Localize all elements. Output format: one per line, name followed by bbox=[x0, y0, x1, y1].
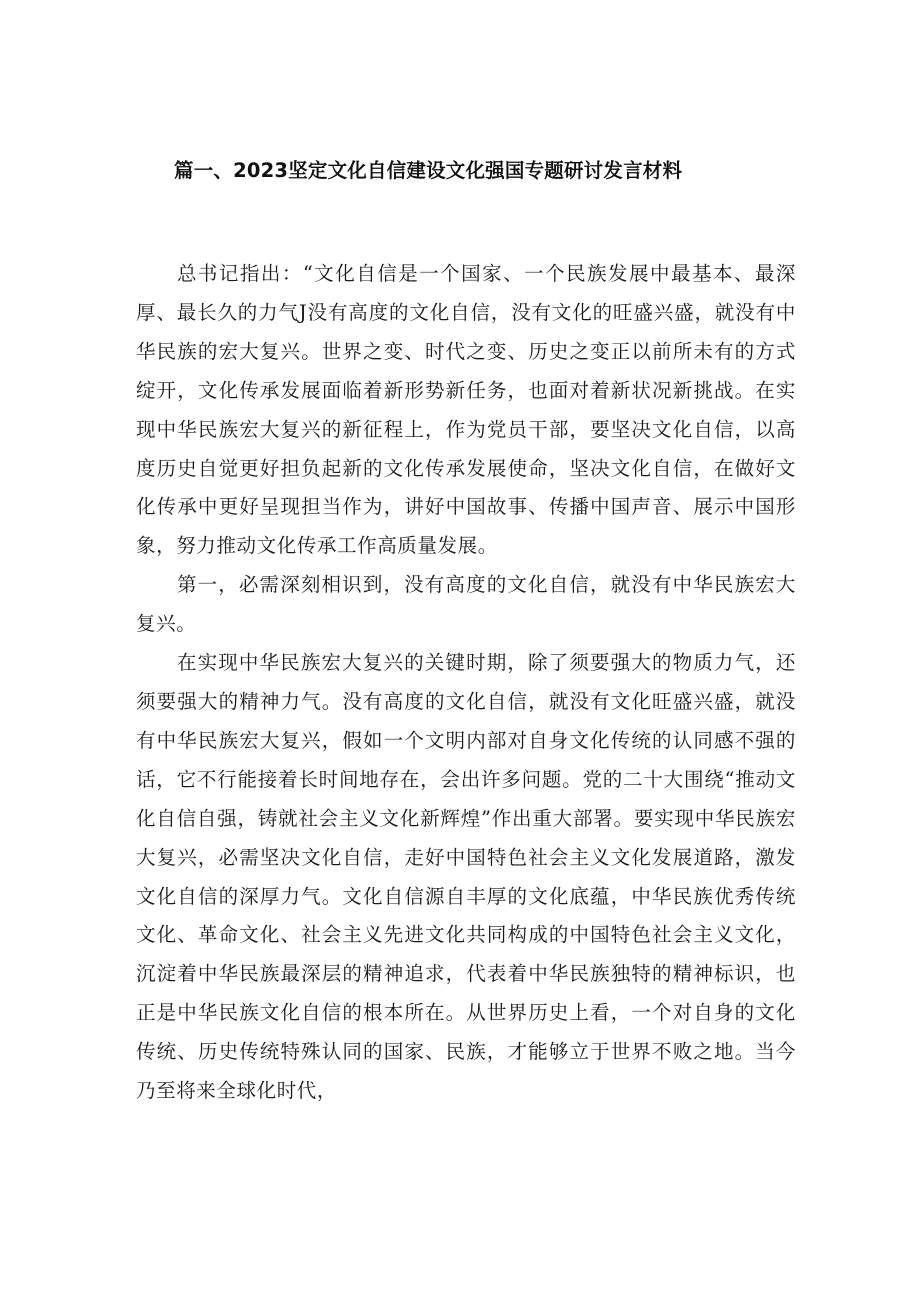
document-title: 篇一、2023坚定文化自信建设文化强国专题研讨发言材料 bbox=[174, 159, 683, 182]
paragraph-point-one: 第一，必需深刻相识到，没有高度的文化自信，就没有中华民族宏大复兴。 bbox=[136, 573, 796, 636]
paragraph-intro: 总书记指出：“文化自信是一个国家、一个民族发展中最基本、最深厚、最长久的力气J没有高度的文化自信，没有文化的旺盛兴盛，就没有中华民族的宏大复兴。世界之变、时代之变、历史之变正以前所未有的方式绽开，文化传承发展面临着新形势新任务，也面对着新状况新挑战。在实现中华民族宏大复兴的新征程上，作为党员干部，要坚决文化自信，以高度历史自觉更好担负起新的文化传承发展使命，坚决文化自信，在做好文化传承中更好呈现担当作为，讲好中国故事、传播中国声音、展示中国形象，努力推动文化传承工作高质量发展。 bbox=[136, 262, 796, 558]
document-body bbox=[136, 255, 796, 1111]
paragraph-discussion: 在实现中华民族宏大复兴的关键时期，除了须要强大的物质力气，还须要强大的精神力气。没有高度的文化自信，就没有文化旺盛兴盛，就没有中华民族宏大复兴，假如一个文明内部对自身文化传统的认同感不强的话，它不行能接着长时间地存在，会出许多问题。党的二十大围绕“推动文化自信自强，铸就社会主义文化新辉煌”作出重大部署。要实现中华民族宏大复兴，必需坚决文化自信，走好中国特色社会主义文化发展道路，激发文化自信的深厚力气。文化自信源自丰厚的文化底蕴，中华民族优秀传统文化、革命文化、社会主义先进文化共同构成的中国特色社会主义文化，沉淀着中华民族最深层的精神追求，代表着中华民族独特的精神标识，也正是中华民族文化自信的根本所在。从世界历史上看，一个对自身的文化传统、历史传统特殊认同的国家、民族，才能够立于世界不败之地。当今乃至将来全球化时代， bbox=[136, 651, 796, 1103]
